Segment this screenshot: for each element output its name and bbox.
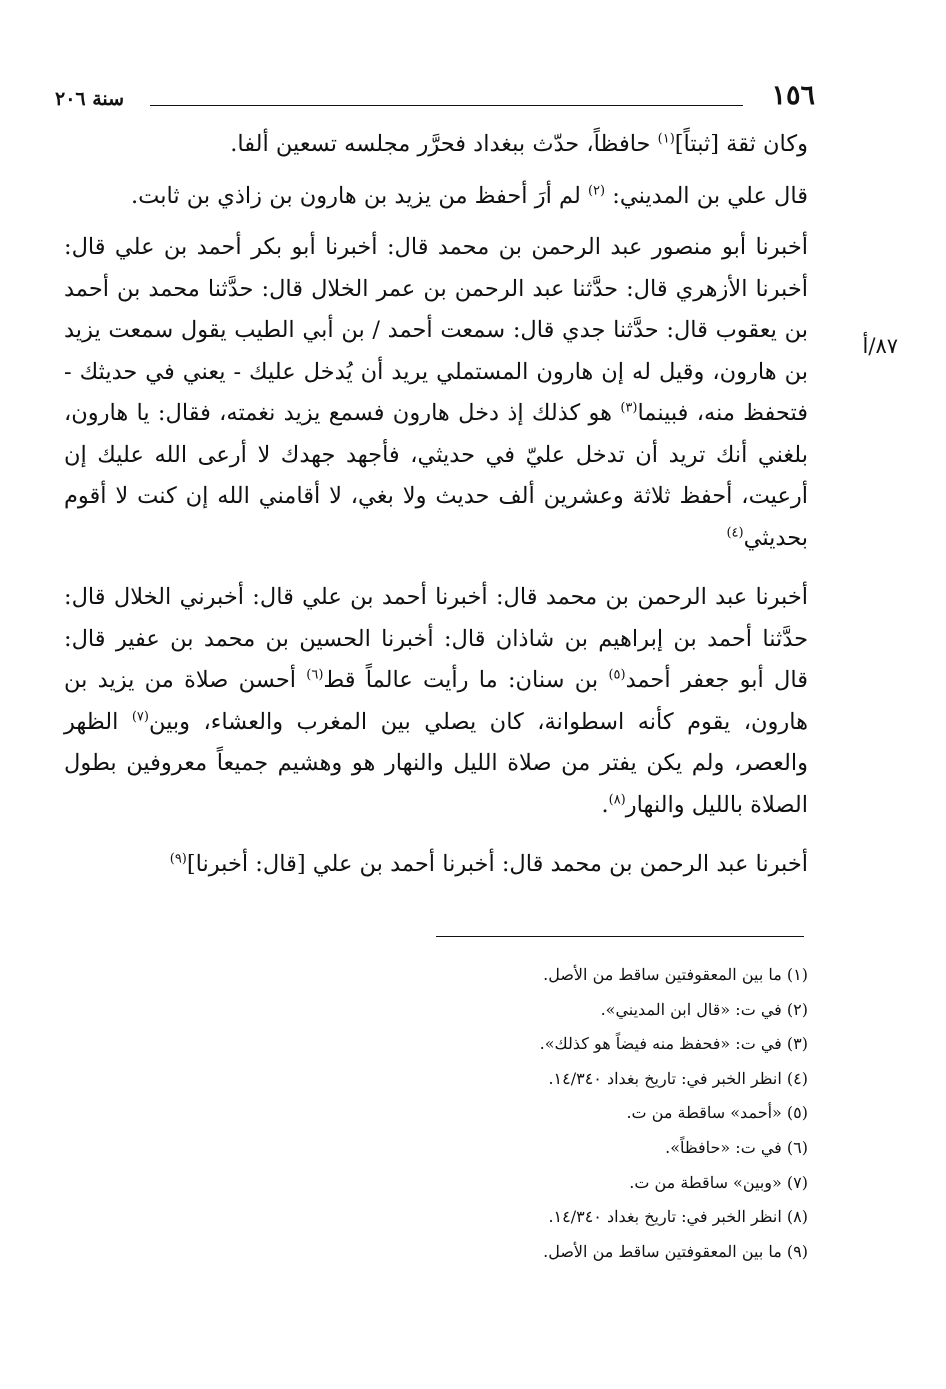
main-text <box>64 124 808 904</box>
footnote-marker: (٦) <box>306 667 324 683</box>
text-segment: قال علي بن المديني: <box>605 182 808 209</box>
footnote-marker: (٩) <box>169 851 187 867</box>
paragraph <box>64 124 808 166</box>
paragraph <box>64 844 808 886</box>
running-header <box>55 78 815 118</box>
text-segment: أخبرنا عبد الرحمن بن محمد قال: أخبرنا أحمد بن علي [قال: أخبرنا] <box>186 851 808 877</box>
text-segment: أخبرنا أبو منصور عبد الرحمن بن محمد قال: أخبرنا أبو بكر أحمد بن علي قال: أخبرنا الأزهري قال: حدَّثنا عبد الرحمن بن عمر الخلال قال: حدَّثنا محمد بن أحمد بن يعقوب قال: حدَّثنا جدي قال: سمعت أحمد / بن أبي الطيب يقول سمعت يزيد بن هارون، وقيل له إن هارون المستملي يريد أن يُدخل عليك - يعني في حديثك - فتحفظ منه، فبينما <box>64 234 808 426</box>
margin-folio-reference: ٨٧/أ <box>862 334 898 358</box>
text-segment: لم أرَ أحفظ من يزيد بن هارون بن زاذي بن ثابت. <box>130 182 588 209</box>
footnote-item: (١) ما بين المعقوفتين ساقط من الأصل. <box>543 965 808 984</box>
text-segment: وكان ثقة [ثبتاً] <box>674 131 808 157</box>
footnote-marker: (٢) <box>587 183 606 198</box>
footnote-marker: (٥) <box>608 667 626 683</box>
footnote-marker: (٤) <box>726 525 744 540</box>
text-segment: الظهر والعصر، ولم يكن يفتر من صلاة الليل والنهار هو وهشيم جميعاً معروفين بطول الصلاة بالليل والنهار <box>64 708 808 818</box>
text-segment: . <box>601 791 609 818</box>
text-segment: حافظاً، حدّث ببغداد فحرَّر مجلسه تسعين ألفا. <box>230 131 658 157</box>
footnote-marker: (٣) <box>620 400 638 416</box>
text-segment: أخبرنا عبد الرحمن بن محمد قال: أخبرنا أحمد بن علي قال: أخبرني الخلال قال: حدَّثنا أحمد بن إبراهيم بن شاذان قال: أخبرنا الحسين بن محمد بن عفير قال: قال أبو جعفر أحمد <box>64 584 808 693</box>
footnote-item: (٥) «أحمد» ساقطة من ت. <box>626 1103 808 1123</box>
footnote-item: (٦) في ت: «حافظاً». <box>665 1137 808 1157</box>
text-segment: بن سنان: ما رأيت عالماً قط <box>323 667 609 693</box>
footnote-item: (٩) ما بين المعقوفتين ساقط من الأصل. <box>543 1241 808 1261</box>
year-label: سنة ٢٠٦ <box>55 88 125 110</box>
paragraph <box>64 577 808 826</box>
footnote-item: (٤) انظر الخبر في: تاريخ بغداد ١٤/٣٤٠. <box>548 1068 808 1088</box>
text-segment: هو كذلك إذ دخل هارون فسمع يزيد نغمته، فقال: يا هارون، بلغني أنك تريد أن تدخل عليّ في حديثي، فأجهد جهدك لا أرعى الله عليك إن أرعيت، أحفظ ثلاثة وعشرين ألف حديث ولا بغي، لا أقامني الله إن كنت لا أقوم بحديثي <box>64 400 808 551</box>
footnote-item: (٧) «وبين» ساقطة من ت. <box>629 1172 808 1192</box>
paragraph <box>64 227 808 559</box>
footnote-item: (٣) في ت: «فحفظ منه فيضاً هو كذلك». <box>539 1034 808 1054</box>
footnote-marker: (٧) <box>131 709 149 724</box>
footnote-marker: (٨) <box>608 792 626 807</box>
footnotes <box>208 958 808 1269</box>
page-number: ١٥٦ <box>771 80 815 111</box>
footnote-item: (٢) في ت: «قال ابن المديني». <box>600 999 808 1019</box>
paragraph <box>64 176 808 218</box>
footnote-marker: (١) <box>657 131 675 147</box>
footnote-item: (٨) انظر الخبر في: تاريخ بغداد ١٤/٣٤٠. <box>548 1207 808 1227</box>
header-rule <box>150 105 743 106</box>
text-segment: أحسن صلاة من يزيد بن هارون، يقوم كأنه اسطوانة، كان يصلي بين المغرب والعشاء، وبين <box>64 667 808 735</box>
footnote-rule <box>436 936 804 937</box>
